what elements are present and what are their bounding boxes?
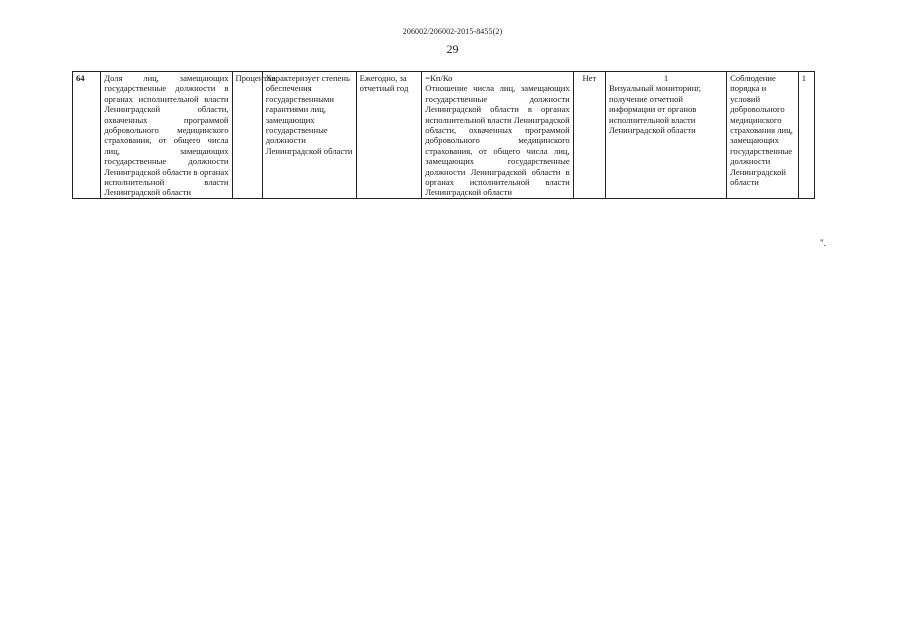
characteristic-cell: Характеризует степень обеспечения государственными гарантиями лиц, замещающих государственные должности Ленинградской области: [262, 72, 356, 199]
margin-mark: ".: [820, 238, 826, 248]
source-number: 1: [663, 73, 669, 83]
last-column-cell: 1: [798, 72, 814, 199]
source-cell: [605, 72, 726, 199]
formula-description: Отношение числа лиц, замещающих государственные должности Ленинградской области в органах исполнительной власти Ленинградской области, охваченных программой добровольного медицинского страхования, от общего числа лиц, замещающих государственные должности Ленинградской области в органах исполнительной власти Ленинградской области: [425, 83, 570, 198]
page-number: 29: [446, 42, 459, 56]
indicator-name-cell: Доля лиц, замещающих государственные должности в органах исполнительной власти Ленинградской области, охваченных программой добровольного медицинского страхования, от общего числа лиц, замещающих государственные должности Ленинградской области в органах исполнительной власти Ленинградской области: [101, 72, 232, 199]
indicator-table: [72, 71, 815, 199]
unit-cell: Процентов: [232, 72, 262, 199]
flag-cell: Нет: [573, 72, 605, 199]
source-text: Визуальный мониторинг, получение отчетной информации от органов исполнительной власти Ленинградской области: [608, 83, 702, 136]
periodicity-cell: Ежегодно, за отчетный год: [356, 72, 422, 199]
formula-cell: [422, 72, 573, 199]
result-cell: Соблюдение порядка и условий добровольного медицинского страхования лиц, замещающих государственные должности Ленинградской области: [727, 72, 799, 199]
formula-text: =Кп/Ко: [425, 73, 453, 83]
row-number-cell: 64: [73, 72, 101, 199]
document-id: 206002/206002-2015-8455(2): [402, 27, 503, 36]
table-row: [73, 72, 815, 199]
